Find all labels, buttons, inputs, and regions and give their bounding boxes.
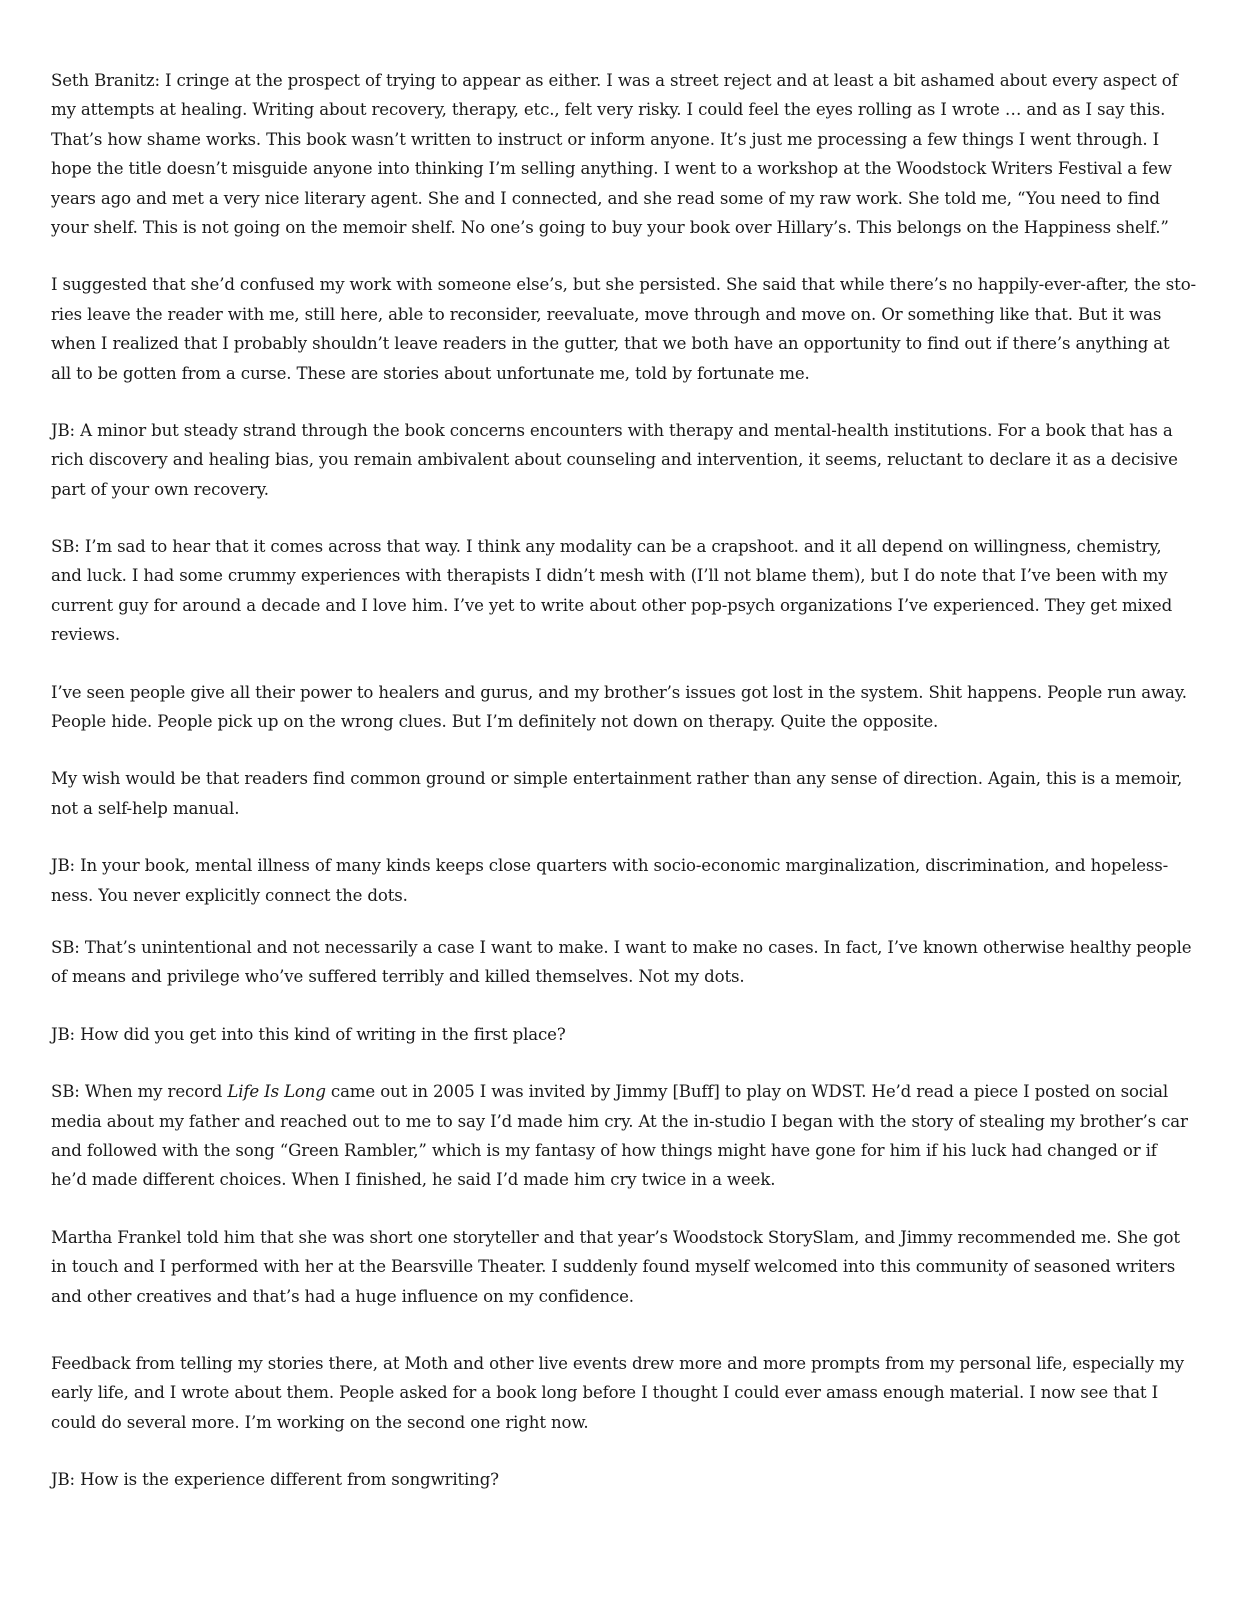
text-run: SB: When my record [51, 1082, 228, 1102]
interview-article [51, 66, 1201, 1494]
paragraph-spacer [51, 1195, 1201, 1223]
text-line: years ago and met a very nice literary agent. She and I connected, and she read some of my raw work. She told me, “You need to find [51, 188, 1160, 208]
paragraph-spacer [51, 650, 1201, 678]
paragraph-answer-intro [51, 66, 1201, 242]
text-line: my attempts at healing. Writing about recovery, therapy, etc., felt very risky. I could feel the eyes rolling as I wrote … and as I say this. [51, 100, 1166, 120]
text-line: SB: That’s unintentional and not necessarily a case I want to make. I want to make no cases. In fact, I’ve known otherwise healthy people [51, 937, 1192, 957]
paragraph-question [51, 416, 1201, 504]
text-run: came out in 2005 I was invited by Jimmy [Buff] to play on WDST. He’d read a piece I posted on social [325, 1082, 1169, 1102]
text-line: My wish would be that readers find common ground or simple entertainment rather than any sense of direction. Again, this is a memoir, [51, 769, 1183, 789]
text-line: JB: A minor but steady strand through the book concerns encounters with therapy and mental-health institutions. For a book that has a [51, 420, 1173, 440]
text-line: and luck. I had some crummy experiences with therapists I didn’t mesh with (I’ll not blame them), but I do note that I’ve been with my [51, 566, 1168, 586]
text-line: when I realized that I probably shouldn’t leave readers in the gutter, that we both have an opportunity to find out if there’s anything at [51, 334, 1170, 354]
text-line: reviews. [51, 625, 121, 645]
text-line: People hide. People pick up on the wrong clues. But I’m definitely not down on therapy. Quite the opposite. [51, 712, 939, 732]
paragraph-answer [51, 1077, 1201, 1195]
paragraph-answer-continued [51, 1223, 1201, 1311]
text-line: Martha Frankel told him that she was short one storyteller and that year’s Woodstock StorySlam, and Jimmy recommended me. She got [51, 1227, 1180, 1247]
text-line: and other creatives and that’s had a huge influence on my confidence. [51, 1286, 634, 1306]
text-line: media about my father and reached out to me to say I’d made him cry. At the in-studio I began with the story of stealing my brother’s car [51, 1111, 1188, 1131]
text-line [51, 1077, 1201, 1106]
text-line: Seth Branitz: I cringe at the prospect of trying to appear as either. I was a street reject and at least a bit ashamed about every aspect of [51, 71, 1178, 90]
paragraph-spacer [51, 504, 1201, 532]
paragraph-spacer [51, 388, 1201, 416]
paragraph-spacer [51, 992, 1201, 1020]
paragraph-answer [51, 933, 1201, 992]
text-line: Feedback from telling my stories there, at Moth and other live events drew more and more prompts from my personal life, especially my [51, 1353, 1185, 1373]
text-line: current guy for around a decade and I love him. I’ve yet to write about other pop-psych organizations I’ve experienced. They get mixed [51, 595, 1173, 615]
paragraph-answer-continued [51, 764, 1201, 823]
paragraph-spacer [51, 1437, 1201, 1465]
text-line: I’ve seen people give all their power to healers and gurus, and my brother’s issues got lost in the system. Shit happens. People run away. [51, 682, 1187, 702]
text-line: rich discovery and healing bias, you remain ambivalent about counseling and intervention, it seems, reluctant to declare it as a decisive [51, 450, 1178, 470]
text-line: part of your own recovery. [51, 479, 269, 499]
text-line: could do several more. I’m working on the second one right now. [51, 1412, 589, 1432]
paragraph-spacer [51, 823, 1201, 851]
paragraph-question [51, 1020, 1201, 1049]
paragraph-spacer [51, 1049, 1201, 1077]
paragraph-question [51, 1465, 1201, 1494]
paragraph-answer-continued [51, 678, 1201, 737]
text-line: of means and privilege who’ve suffered terribly and killed themselves. Not my dots. [51, 967, 745, 987]
text-line: ries leave the reader with me, still here, able to reconsider, reevaluate, move through and move on. Or something like that. But it was [51, 304, 1162, 324]
text-line: SB: I’m sad to hear that it comes across that way. I think any modality can be a crapshoot. and it all depend on willingness, chemistry, [51, 537, 1162, 557]
text-line: I suggested that she’d confused my work with someone else’s, but she persisted. She said that while there’s no happily-ever-after, the sto- [51, 275, 1196, 295]
album-title-italic: Life Is Long [227, 1082, 326, 1102]
text-line: in touch and I performed with her at the Bearsville Theater. I suddenly found myself welcomed into this community of seasoned writers [51, 1257, 1176, 1277]
text-line: JB: How did you get into this kind of writing in the first place? [51, 1024, 566, 1044]
text-line: he’d made different choices. When I finished, he said I’d made him cry twice in a week. [51, 1170, 776, 1190]
text-line: hope the title doesn’t misguide anyone into thinking I’m selling anything. I went to a workshop at the Woodstock Writers Festival a few [51, 159, 1172, 179]
paragraph-spacer [51, 1311, 1201, 1349]
paragraph-spacer [51, 910, 1201, 933]
paragraph-answer-continued [51, 1349, 1201, 1437]
text-line: all to be gotten from a curse. These are stories about unfortunate me, told by fortunate me. [51, 363, 810, 383]
paragraph-spacer [51, 736, 1201, 764]
paragraph-spacer [51, 242, 1201, 270]
text-line: JB: How is the experience different from songwriting? [51, 1470, 499, 1490]
paragraph-question [51, 851, 1201, 910]
text-line: ness. You never explicitly connect the dots. [51, 885, 408, 905]
text-line: JB: In your book, mental illness of many kinds keeps close quarters with socio-economic marginalization, discrimination, and hopeless- [51, 856, 1169, 876]
text-line: your shelf. This is not going on the memoir shelf. No one’s going to buy your book over Hillary’s. This belongs on the Happiness shelf.” [51, 217, 1169, 237]
paragraph-answer [51, 532, 1201, 650]
text-line: not a self-help manual. [51, 798, 240, 818]
paragraph-answer-continued [51, 270, 1201, 388]
text-line: and followed with the song “Green Rambler,” which is my fantasy of how things might have gone for him if his luck had changed or if [51, 1140, 1157, 1160]
text-line: early life, and I wrote about them. People asked for a book long before I thought I could ever amass enough material. I now see that I [51, 1383, 1158, 1403]
text-line: That’s how shame works. This book wasn’t written to instruct or inform anyone. It’s just me processing a few things I went through. I [51, 129, 1160, 149]
